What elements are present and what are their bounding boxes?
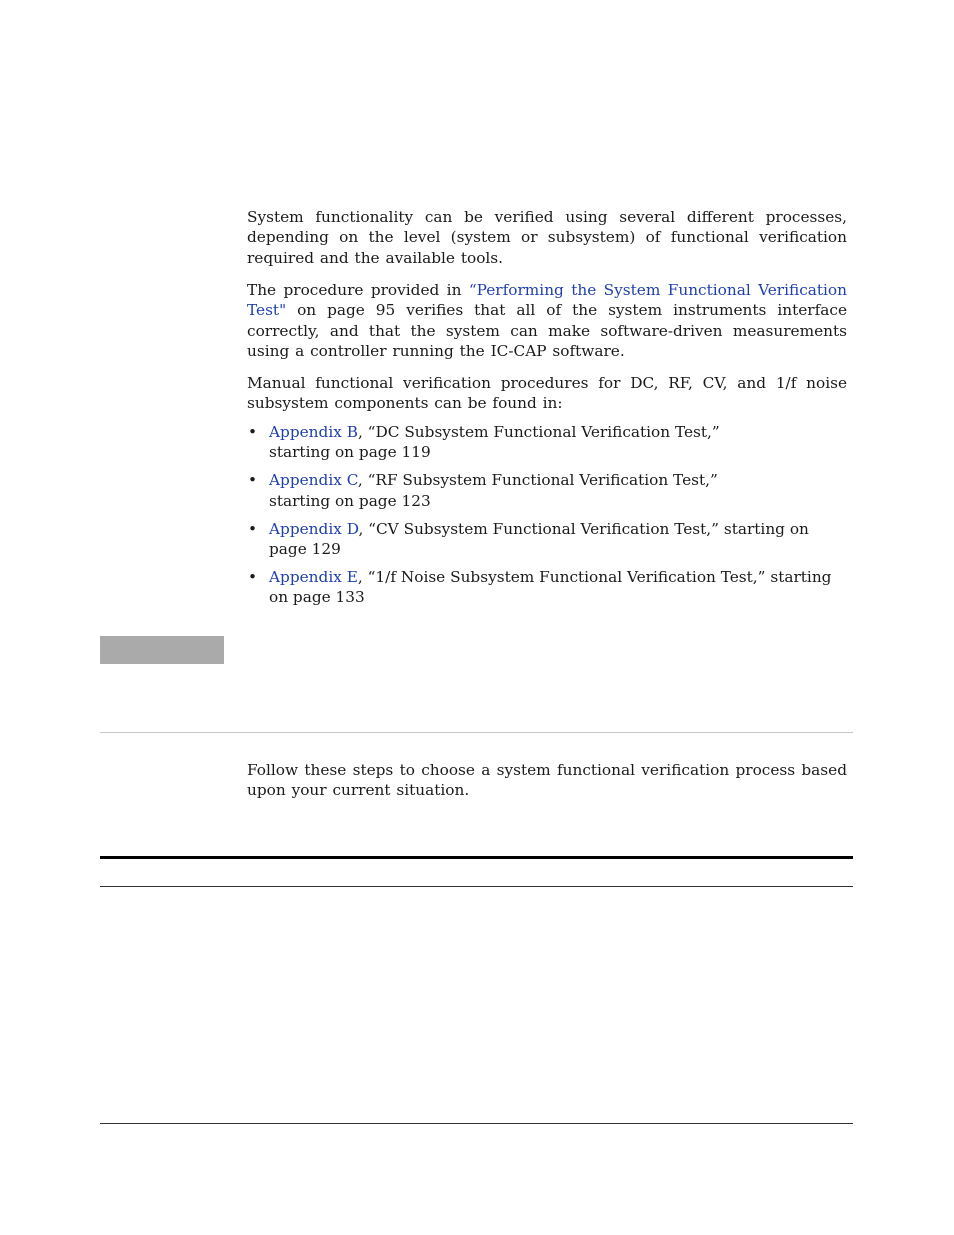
bullet-icon: • xyxy=(248,567,258,586)
list-item xyxy=(247,422,847,463)
bullet-icon: • xyxy=(248,423,258,441)
table-bottom-rule xyxy=(100,1123,853,1124)
appendix-e-link[interactable]: Appendix E xyxy=(269,567,358,586)
procedure-text-after: on page 95 verifies that all of the system instruments interface correctly, and that the system can make software-driven measurements using a controller running the IC-CAP software. xyxy=(247,301,847,360)
section-label-box xyxy=(100,636,224,664)
appendix-d-text: , “CV Subsystem Functional Verification Test,” starting on page 129 xyxy=(269,519,809,558)
appendix-c-text: , “RF Subsystem Functional Verification Test,” starting on page 123 xyxy=(269,471,718,510)
follow-steps-paragraph: Follow these steps to choose a system functional verification process based upon your current situation. xyxy=(247,761,847,800)
appendix-d-link[interactable]: Appendix D xyxy=(269,519,359,538)
functional-verification-test-link[interactable]: “Performing the System Functional Verification Test" xyxy=(247,281,847,320)
bullet-icon: • xyxy=(248,471,258,490)
table-top-rule xyxy=(100,856,853,859)
section-divider xyxy=(100,732,853,733)
appendix-b-text: , “DC Subsystem Functional Verification Test,” starting on page 119 xyxy=(269,423,720,462)
appendix-e-text: , “1/f Noise Subsystem Functional Verification Test,” starting on page 133 xyxy=(269,567,832,607)
appendix-list xyxy=(247,422,847,615)
table-header-rule xyxy=(100,886,853,887)
manual-procedures-paragraph: Manual functional verification procedures for DC, RF, CV, and 1/f noise subsystem components can be found in: xyxy=(247,374,847,413)
list-item xyxy=(247,470,847,511)
intro-paragraph: System functionality can be verified using several different processes, depending on the level (system or subsystem) of functional verification required and the available tools. xyxy=(247,208,847,267)
appendix-b-link[interactable]: Appendix B xyxy=(269,423,358,441)
procedure-paragraph xyxy=(247,280,847,361)
procedure-text-before: The procedure provided in xyxy=(247,281,469,299)
bullet-icon: • xyxy=(248,519,258,538)
list-item xyxy=(247,519,847,560)
appendix-c-link[interactable]: Appendix C xyxy=(269,471,358,490)
list-item xyxy=(247,567,847,608)
